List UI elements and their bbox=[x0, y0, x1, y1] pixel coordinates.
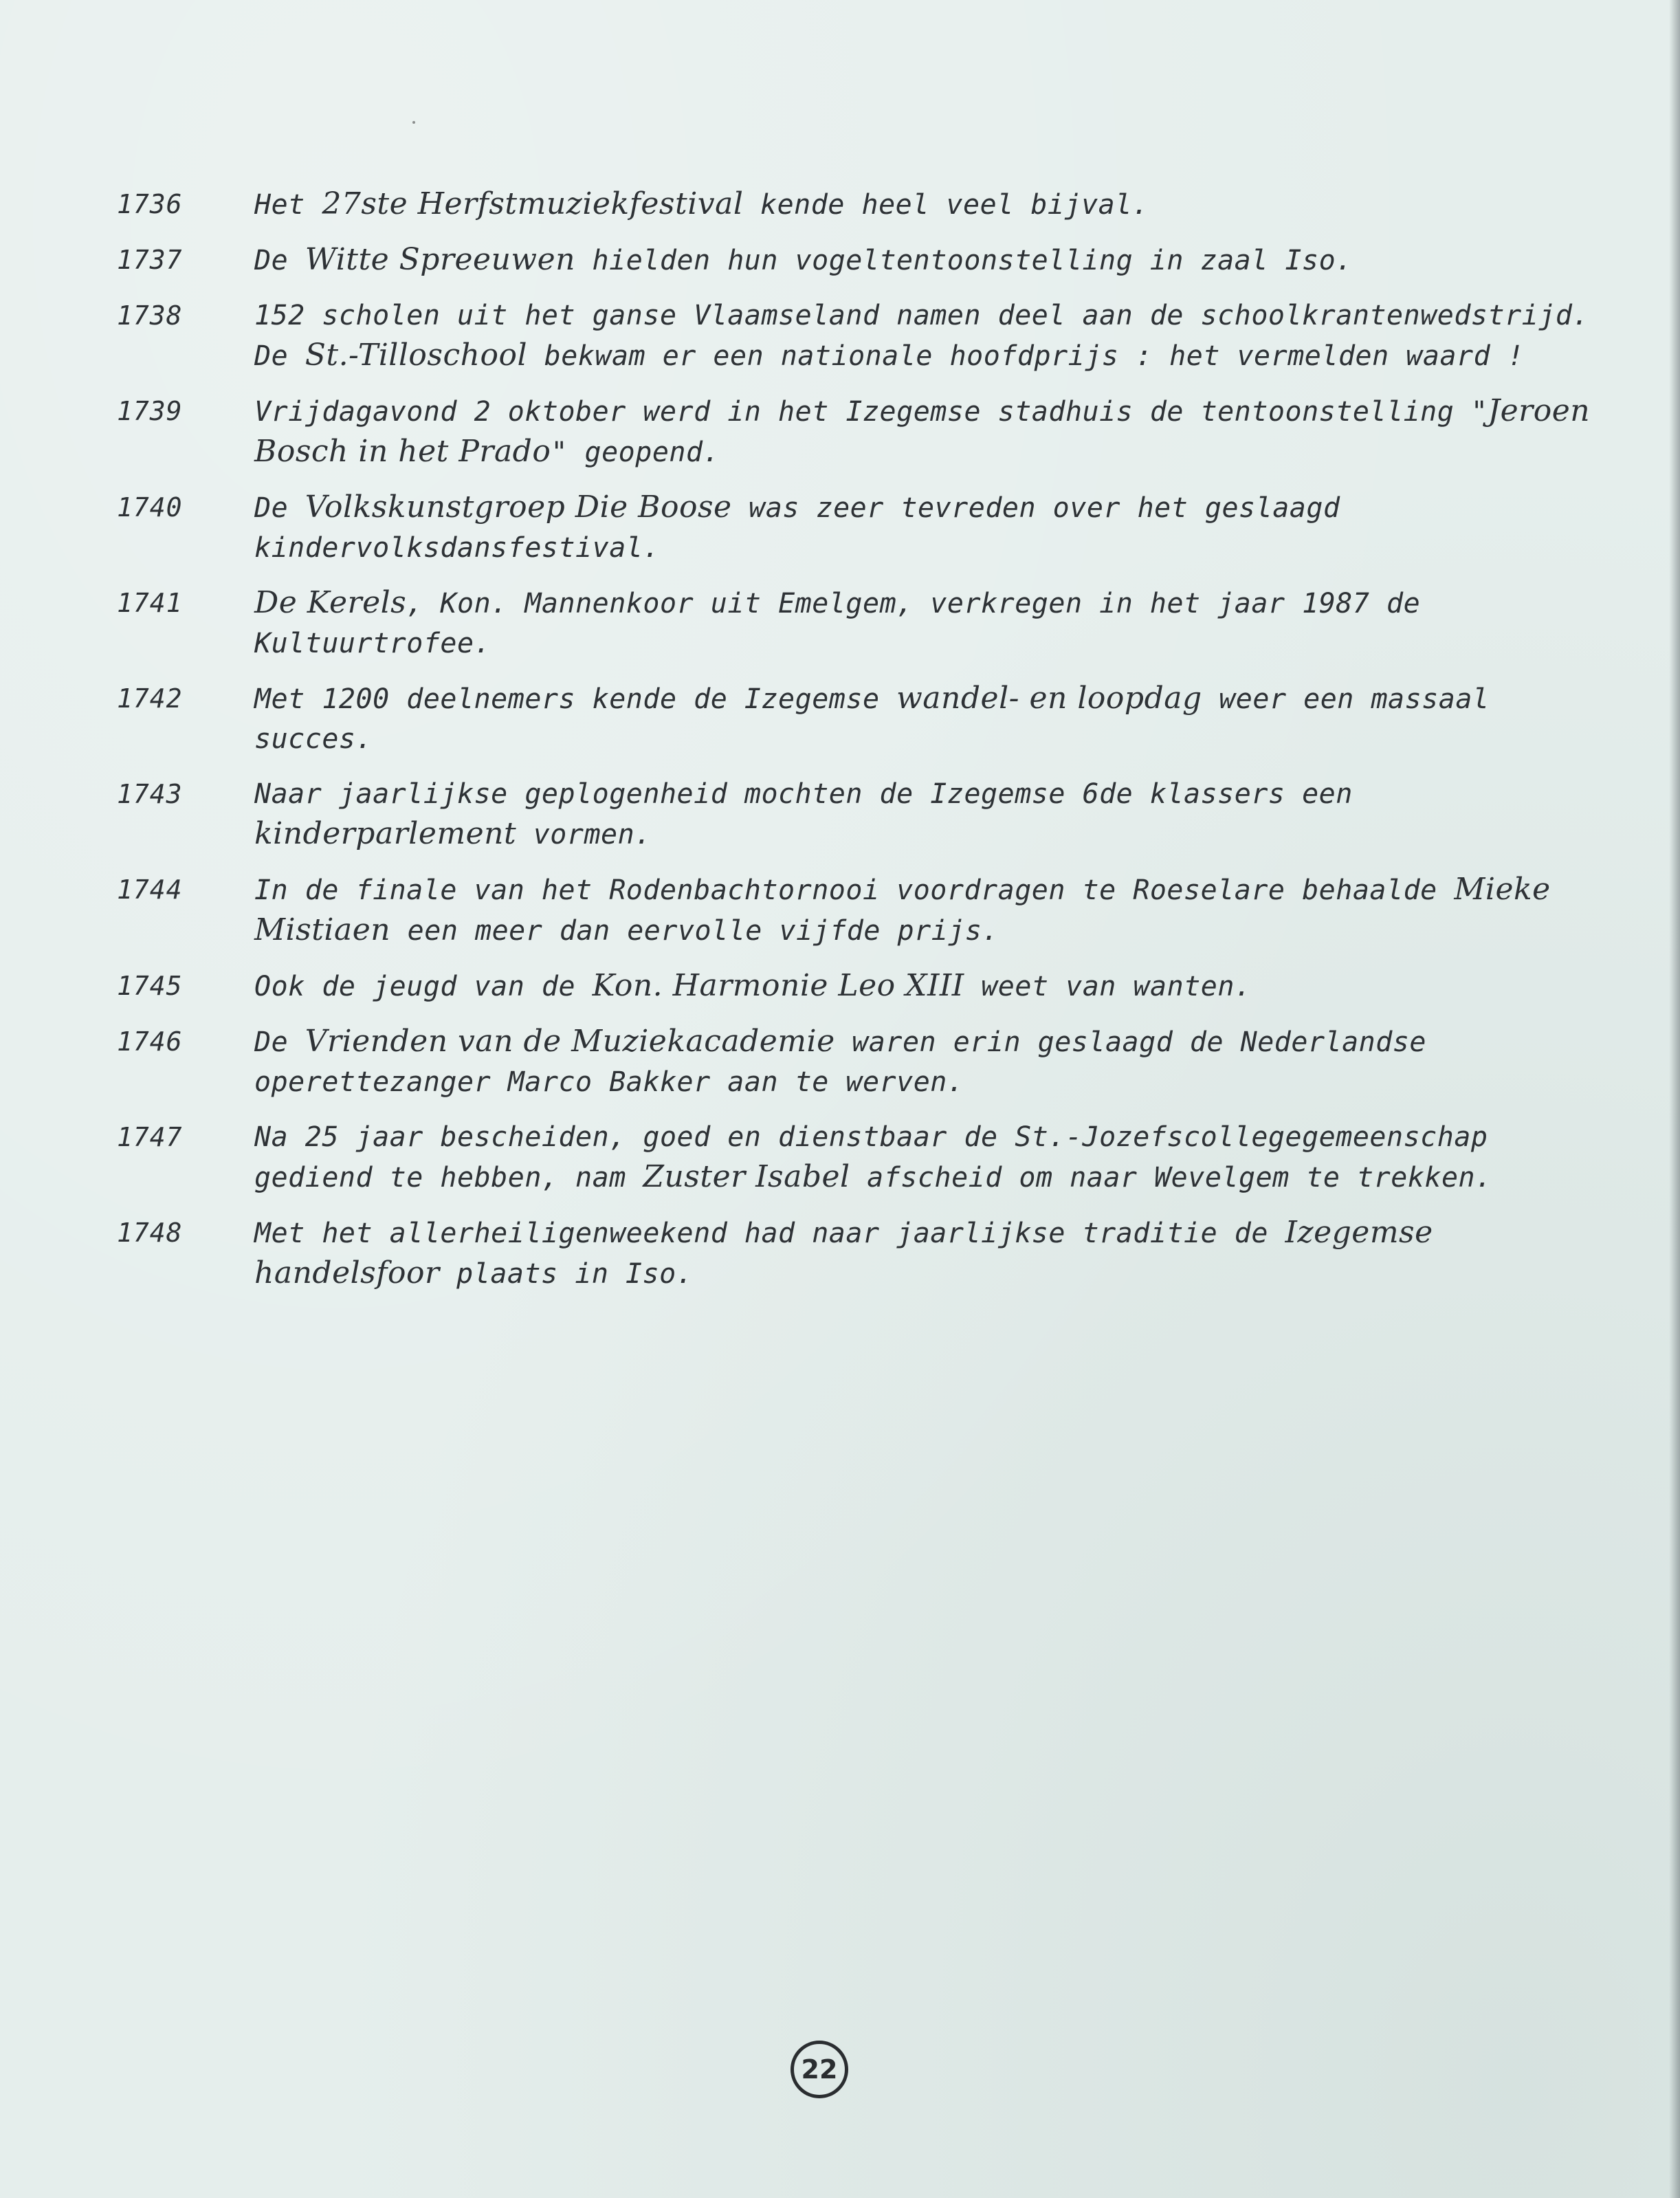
entry-text-segment: 152 scholen uit het ganse Vlaamseland namen deel aan de schoolkrantenwedstrijd. De bbox=[254, 300, 1589, 372]
handwritten-name: Jeroen Bosch in het Prado bbox=[254, 393, 1591, 469]
entry-text-segment: kende heel veel bijval. bbox=[743, 189, 1149, 221]
handwritten-name: Vrienden van de Muziekacademie bbox=[305, 1024, 835, 1059]
entry-text-segment: De bbox=[254, 1026, 305, 1058]
entry-text bbox=[254, 240, 1602, 281]
entry-number: 1745 bbox=[117, 971, 183, 1001]
entry-number: 1742 bbox=[117, 683, 183, 714]
handwritten-name: Kon. Harmonie Leo XIII bbox=[592, 968, 964, 1003]
entry-number: 1740 bbox=[117, 492, 183, 523]
entry-text bbox=[254, 679, 1602, 759]
entry-text-segment: Het bbox=[254, 189, 322, 221]
entry-text-segment: Met het allerheiligenweekend had naar jaarlijkse traditie de bbox=[254, 1218, 1285, 1249]
entry-text-segment: Na 25 jaar bescheiden, goed en dienstbaar de St.-Jozefscollegegemeenschap gediend te hebben, nam bbox=[254, 1121, 1488, 1194]
entry-number: 1736 bbox=[117, 189, 183, 219]
entry-number: 1747 bbox=[117, 1122, 183, 1152]
speck bbox=[412, 121, 415, 124]
entry-number: 1741 bbox=[117, 588, 183, 618]
chronicle-entry bbox=[117, 774, 1629, 855]
page-number: 22 bbox=[791, 2041, 848, 2098]
chronicle-entry bbox=[117, 391, 1629, 472]
chronicle-entry bbox=[117, 240, 1629, 281]
entry-text-segment: weet van wanten. bbox=[964, 971, 1252, 1002]
entry-text bbox=[254, 487, 1602, 568]
entry-text bbox=[254, 296, 1602, 376]
handwritten-name: kinderparlement bbox=[254, 816, 517, 851]
entry-text-segment: Ook de jeugd van de bbox=[254, 971, 593, 1002]
entry-text-segment: afscheid om naar Wevelgem te trekken. bbox=[850, 1162, 1492, 1194]
chronicle-entry bbox=[117, 1022, 1629, 1102]
entry-text bbox=[254, 1117, 1602, 1198]
chronicle-entry bbox=[117, 487, 1629, 568]
entry-text-segment: Met 1200 deelnemers kende de Izegemse bbox=[254, 683, 897, 715]
handwritten-name: Witte Spreeuwen bbox=[305, 242, 575, 277]
handwritten-name: Mieke Mistiaen bbox=[254, 872, 1551, 947]
handwritten-name: Volkskunstgroep Die Boose bbox=[305, 490, 732, 525]
chronicle-entries bbox=[117, 184, 1629, 1309]
entry-text-segment: een meer dan eervolle vijfde prijs. bbox=[390, 915, 999, 947]
chronicle-entry bbox=[117, 679, 1629, 759]
entry-number: 1744 bbox=[117, 875, 183, 905]
entry-text bbox=[254, 391, 1602, 472]
entry-text-segment: waren erin geslaagd de Nederlandse operettezanger Marco Bakker aan te werven. bbox=[254, 1026, 1427, 1098]
entry-number: 1738 bbox=[117, 300, 183, 331]
handwritten-name: St.-Tilloschool bbox=[305, 338, 528, 373]
entry-number: 1748 bbox=[117, 1218, 183, 1248]
entry-text-segment: De bbox=[254, 245, 305, 276]
entry-text bbox=[254, 583, 1602, 663]
chronicle-entry bbox=[117, 1117, 1629, 1198]
entry-text bbox=[254, 1022, 1602, 1102]
handwritten-name: Zuster Isabel bbox=[643, 1159, 850, 1194]
entry-text-segment: In de finale van het Rodenbachtornooi voordragen te Roeselare behaalde bbox=[254, 875, 1455, 906]
entry-text-segment: plaats in Iso. bbox=[439, 1258, 694, 1290]
chronicle-entry bbox=[117, 296, 1629, 376]
entry-text bbox=[254, 870, 1602, 951]
chronicle-entry bbox=[117, 583, 1629, 663]
handwritten-name: 27ste Herfstmuziekfestival bbox=[322, 186, 744, 221]
entry-text-segment: vormen. bbox=[516, 819, 652, 850]
chronicle-entry bbox=[117, 870, 1629, 951]
entry-number: 1737 bbox=[117, 245, 183, 275]
entry-text-segment: Vrijdagavond 2 oktober werd in het Izegemse stadhuis de tentoonstelling " bbox=[254, 396, 1488, 428]
handwritten-name: wandel- en loopdag bbox=[896, 681, 1202, 716]
entry-text-segment: hielden hun vogeltentoonstelling in zaal Iso. bbox=[575, 245, 1353, 276]
entry-text-segment: was zeer tevreden over het geslaagd kindervolksdansfestival. bbox=[254, 492, 1340, 564]
entry-number: 1739 bbox=[117, 396, 183, 426]
entry-text-segment: Naar jaarlijkse geplogenheid mochten de Izegemse 6de klassers een bbox=[254, 778, 1353, 810]
entry-text bbox=[254, 966, 1602, 1007]
entry-text-segment: weer een massaal succes. bbox=[254, 683, 1490, 755]
entry-text bbox=[254, 184, 1602, 225]
entry-text-segment: De bbox=[254, 492, 305, 524]
handwritten-name: De Kerels bbox=[254, 585, 407, 620]
entry-text-segment: bekwam er een nationale hoofdprijs : het vermelden waard ! bbox=[527, 340, 1525, 372]
chronicle-entry bbox=[117, 184, 1629, 225]
entry-number: 1743 bbox=[117, 779, 183, 809]
entry-text bbox=[254, 1213, 1602, 1294]
chronicle-entry bbox=[117, 1213, 1629, 1294]
chronicle-entry bbox=[117, 966, 1629, 1007]
scan-edge bbox=[1669, 0, 1680, 2198]
entry-text bbox=[254, 774, 1602, 855]
entry-number: 1746 bbox=[117, 1026, 183, 1057]
handwritten-name: Izegemse handelsfoor bbox=[254, 1215, 1433, 1290]
entry-text-segment: , Kon. Mannenkoor uit Emelgem, verkregen in het jaar 1987 de Kultuurtrofee. bbox=[254, 588, 1421, 659]
entry-text-segment: " geopend. bbox=[551, 437, 720, 468]
